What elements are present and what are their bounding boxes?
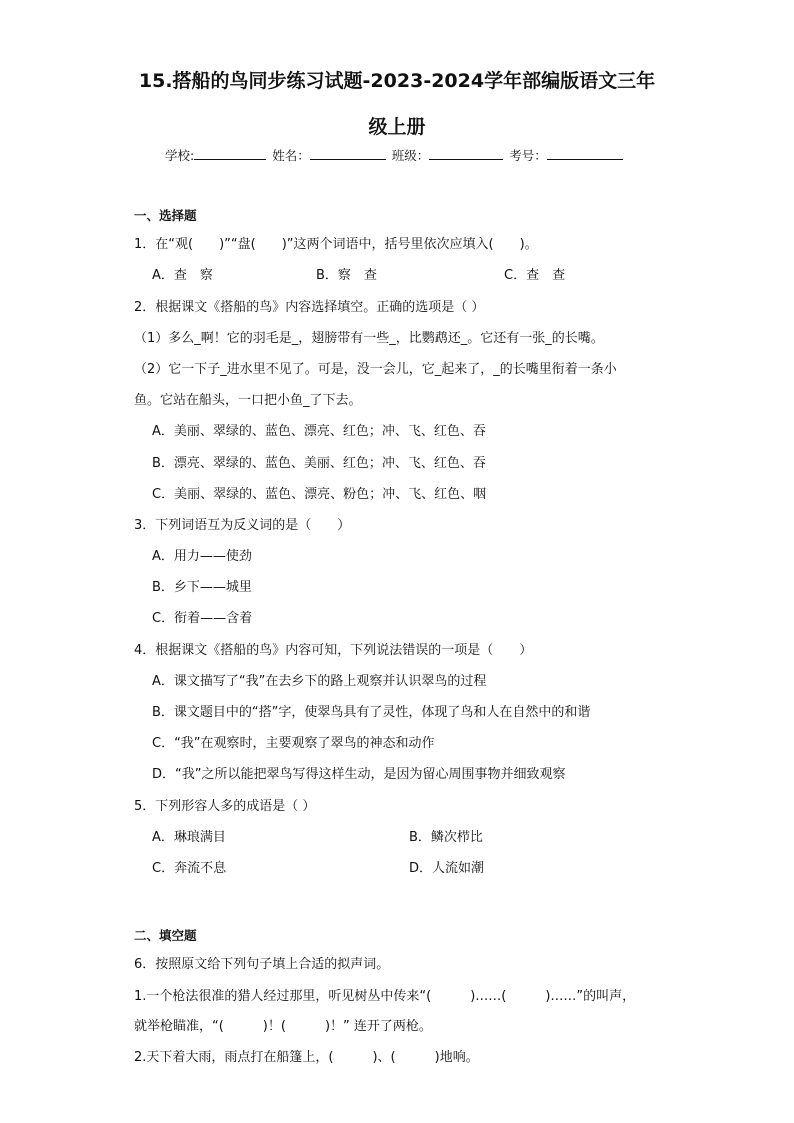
q6-item-1-line-2: 就举枪瞄准，“( )！( )！” 连开了两枪。 bbox=[134, 1019, 432, 1034]
q2-passage-line-3: 鱼。它站在船头，一口把小鱼_了下去。 bbox=[134, 393, 362, 408]
q4-option-c[interactable]: C．“我”在观察时，主要观察了翠鸟的神态和动作 bbox=[152, 736, 435, 751]
page-title-continued: 级上册 bbox=[368, 116, 426, 138]
q1-option-b[interactable]: B．察 查 bbox=[316, 268, 377, 283]
q5-option-a[interactable]: A．琳琅满目 bbox=[152, 830, 226, 845]
q2-option-c[interactable]: C．美丽、翠绿的、蓝色、漂亮、粉色；冲、飞、红色、咽 bbox=[152, 487, 487, 502]
q5-option-d[interactable]: D．人流如潮 bbox=[409, 861, 485, 876]
section-heading-choice: 一、选择题 bbox=[134, 208, 197, 223]
name-label: 姓名： bbox=[272, 148, 310, 163]
q4-option-d[interactable]: D．“我”之所以能把翠鸟写得这样生动，是因为留心周围事物并细致观察 bbox=[152, 767, 566, 782]
q4-option-a[interactable]: A．课文描写了“我”在去乡下的路上观察并认识翠鸟的过程 bbox=[152, 674, 487, 689]
school-blank[interactable] bbox=[194, 145, 266, 160]
school-label: 学校: bbox=[165, 148, 195, 163]
section-heading-fill-in: 二、填空题 bbox=[134, 928, 197, 943]
exam-no-label: 考号： bbox=[509, 148, 547, 163]
q2-option-b[interactable]: B．漂亮、翠绿的、蓝色、美丽、红色；冲、飞、红色、吞 bbox=[152, 456, 486, 471]
question-6-stem: 6．按照原文给下列句子填上合适的拟声词。 bbox=[134, 957, 390, 972]
question-3-stem: 3．下列词语互为反义词的是（ ） bbox=[134, 518, 351, 533]
q3-option-b[interactable]: B．乡下——城里 bbox=[152, 580, 252, 595]
exam-no-blank[interactable] bbox=[547, 145, 623, 160]
name-blank[interactable] bbox=[310, 145, 386, 160]
question-1-stem: 1．在“观( )”“盘( )”这两个词语中，括号里依次应填入( )。 bbox=[134, 237, 538, 252]
q5-option-c[interactable]: C．奔流不息 bbox=[152, 861, 227, 876]
q6-item-1-line-1: 1.一个枪法很准的猎人经过那里，听见树丛中传来“( )……( )……”的叫声， bbox=[134, 989, 636, 1004]
class-blank[interactable] bbox=[429, 145, 503, 160]
question-2-stem: 2．根据课文《搭船的鸟》内容选择填空。正确的选项是（ ） bbox=[134, 300, 485, 315]
student-info-row bbox=[165, 145, 625, 164]
class-label: 班级： bbox=[391, 148, 430, 163]
question-4-stem: 4．根据课文《搭船的鸟》内容可知，下列说法错误的一项是（ ） bbox=[134, 643, 533, 658]
q1-option-c[interactable]: C．查 查 bbox=[504, 268, 566, 283]
q6-item-2: 2.天下着大雨，雨点打在船篷上，( )、( )地响。 bbox=[134, 1050, 479, 1065]
question-5-stem: 5．下列形容人多的成语是（ ） bbox=[134, 799, 316, 814]
q5-option-b[interactable]: B．鳞次栉比 bbox=[409, 830, 483, 845]
q4-option-b[interactable]: B．课文题目中的“搭”字，使翠鸟具有了灵性，体现了鸟和人在自然中的和谐 bbox=[152, 705, 591, 720]
q2-passage-line-1: （1）多么_啊！它的羽毛是_，翅膀带有一些_，比鹦鹉还_。它还有一张_的长嘴。 bbox=[134, 331, 604, 346]
q2-option-a[interactable]: A．美丽、翠绿的、蓝色、漂亮、红色；冲、飞、红色、吞 bbox=[152, 424, 486, 439]
q2-passage-line-2: （2）它一下子_进水里不见了。可是，没一会儿，它_起来了，_的长嘴里衔着一条小 bbox=[134, 362, 617, 377]
page-title: 15.搭船的鸟同步练习试题-2023-2024学年部编版语文三年 bbox=[138, 70, 656, 92]
q1-option-a[interactable]: A．查 察 bbox=[152, 268, 213, 283]
q3-option-c[interactable]: C．衔着——含着 bbox=[152, 611, 253, 626]
q3-option-a[interactable]: A．用力——使劲 bbox=[152, 549, 252, 564]
